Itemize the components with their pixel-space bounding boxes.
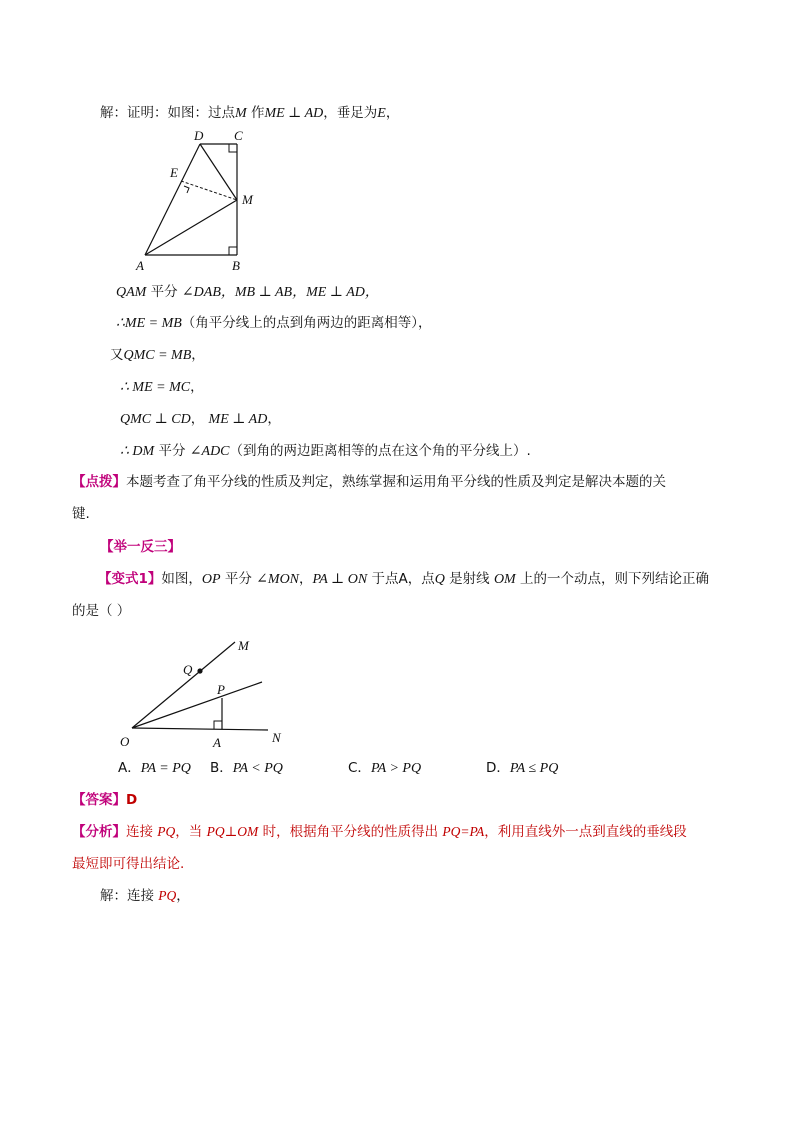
proof-6-math: ∴ DM [120, 444, 155, 459]
proof-4-math: ∴ ME = MC [120, 380, 191, 395]
figure-angle [110, 630, 300, 755]
option-d-letter: D． [486, 760, 510, 776]
fig2-label-q: Q [183, 662, 193, 677]
variant-math-c: PA ⊥ ON [312, 572, 368, 587]
analysis-t1: 连接 [126, 824, 158, 840]
option-c-letter: C． [348, 760, 371, 776]
option-a-expr: PA = PQ [140, 761, 191, 776]
option-b-letter: B． [210, 760, 233, 776]
option-c [348, 759, 421, 778]
analysis-t3: 时，根据角平分线的性质得出 [258, 824, 443, 840]
option-a-letter: A． [118, 760, 141, 776]
proof-6-math2: ∠ADC [189, 444, 230, 459]
option-d [486, 759, 558, 778]
proof-5-text: ， [190, 411, 209, 427]
variant-text-f: 上的一个动点，则下列结论正确 [515, 571, 710, 587]
proof-line-5 [120, 410, 281, 429]
option-c-expr: PA > PQ [370, 761, 422, 776]
proof-3-prefix: 又 [110, 347, 124, 363]
proof-line-1 [116, 283, 379, 302]
fig1-label-c: C [234, 128, 243, 143]
tip-tag: 【点拨】 [72, 474, 126, 490]
tip-line-1 [72, 473, 666, 491]
option-d-expr: PA ≤ PQ [509, 761, 559, 776]
answer-value: D [126, 792, 138, 808]
proof-4-text: ， [190, 379, 204, 395]
proof-5-math: QMC ⊥ CD [120, 412, 191, 427]
solution2-suffix: ， [176, 888, 190, 904]
proof-2-math: ∴ME = MB [116, 316, 182, 331]
fig2-label-p: P [217, 682, 225, 697]
variant-text-e: 是射线 [444, 571, 494, 587]
analysis-line-2: 最短即可得出结论. [72, 856, 185, 872]
proof-3-math: QMC = MB [123, 348, 192, 363]
intro-perp: ME ⊥ AD [264, 106, 324, 121]
tip-line-2 [72, 505, 90, 523]
variant-text-c: ， [299, 571, 313, 587]
variant-text-d: 于点A，点 [367, 571, 435, 587]
fig1-label-a: A [136, 258, 144, 273]
analysis-tag: 【分析】 [72, 824, 126, 840]
answer-tag: 【答案】 [72, 792, 126, 808]
analysis-m3: PQ=PA [442, 824, 485, 839]
variant-line-1 [98, 570, 709, 589]
variant-math-b: ∠MON [256, 572, 300, 587]
solution-intro [100, 104, 399, 123]
option-a [118, 759, 191, 778]
answer-line [72, 791, 137, 809]
proof-3-text: ， [191, 347, 205, 363]
proof-line-4 [120, 378, 204, 397]
variant-math-d: Q [434, 572, 445, 587]
fig2-label-n: N [272, 730, 281, 745]
analysis-t4: ，利用直线外一点到直线的垂线段 [484, 824, 687, 840]
fig1-label-e: E [170, 165, 178, 180]
fig1-label-m: M [242, 192, 253, 207]
fig1-label-b: B [232, 258, 240, 273]
tip-text-1: 本题考查了角平分线的性质及判定，熟练掌握和运用角平分线的性质及判定是解决本题的关 [126, 474, 666, 490]
proof-1-text: 平分 [146, 284, 182, 300]
figure-trapezoid [130, 125, 270, 275]
solution2-math: PQ [158, 888, 177, 903]
proof-5-text2: ， [267, 411, 281, 427]
intro-suffix: ，垂足为 [323, 105, 378, 121]
fig2-label-m: M [238, 638, 249, 653]
analysis-m2: PQ⊥OM [206, 824, 259, 839]
proof-5-math2: ME ⊥ AD [208, 412, 268, 427]
analysis-t2: ，当 [175, 824, 207, 840]
fig2-label-a: A [213, 735, 221, 750]
variant-math-e: OM [493, 572, 516, 587]
variant-tag: 【变式1】 [98, 571, 162, 587]
proof-1-math: QAM [116, 285, 147, 300]
proof-2-text: （角平分线上的点到角两边的距离相等）， [181, 315, 432, 331]
variant-text-a: 如图， [161, 571, 202, 587]
analysis-m1: PQ [157, 824, 176, 839]
proof-line-2 [116, 314, 432, 333]
variant-text-b: 平分 [220, 571, 257, 587]
solution2-line [100, 887, 190, 905]
fig1-label-d: D [194, 128, 204, 143]
variant-line-2: 的是（ ） [72, 603, 131, 619]
variant-math-a: OP [201, 572, 221, 587]
section-title: 【举一反三】 [100, 539, 181, 555]
proof-6-text2: （到角的两边距离相等的点在这个角的平分线上）. [229, 443, 531, 459]
intro-end: ， [385, 105, 400, 121]
intro-mid: 作 [246, 105, 265, 121]
intro-point-m: M [235, 106, 247, 121]
option-b [210, 759, 283, 778]
tip-text-2: 键. [72, 506, 90, 522]
fig2-label-o: O [120, 734, 130, 749]
option-b-expr: PA < PQ [232, 761, 283, 776]
intro-point-e: E [377, 106, 386, 121]
intro-prefix: 解：证明：如图：过点 [100, 105, 235, 121]
proof-1-math2: ∠DAB，MB ⊥ AB，ME ⊥ AD， [181, 285, 379, 300]
proof-line-3 [110, 346, 205, 365]
analysis-line-1 [72, 823, 687, 841]
solution2-prefix: 解：连接 [100, 888, 159, 904]
proof-6-text: 平分 [154, 443, 190, 459]
proof-line-6 [120, 442, 531, 461]
